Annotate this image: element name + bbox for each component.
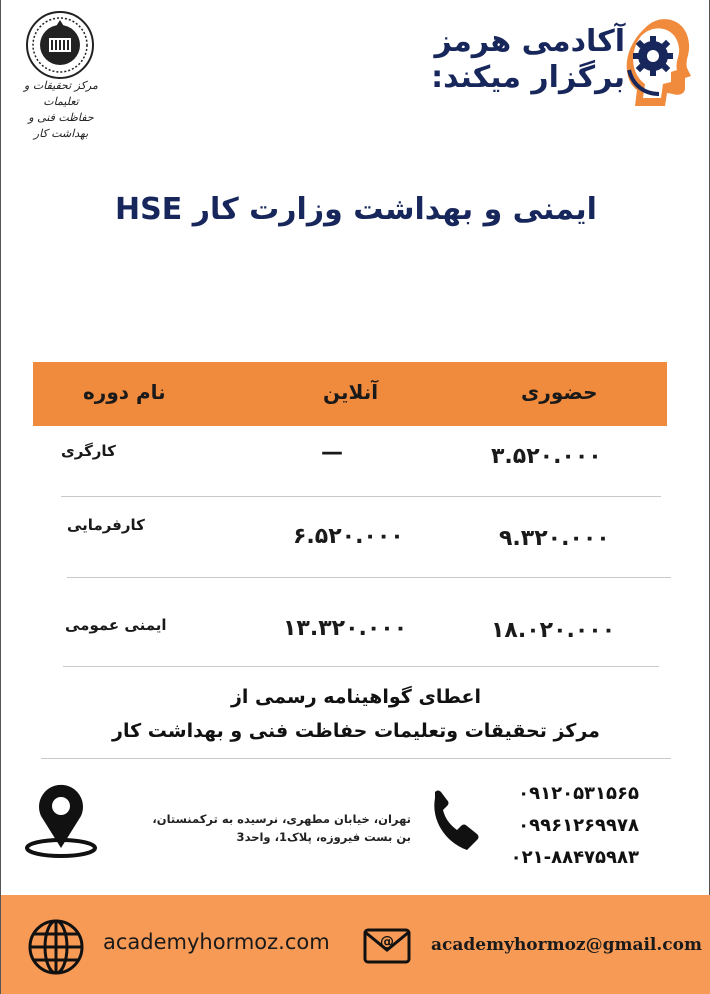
certificate-line1: اعطای گواهینامه رسمی از [230, 686, 481, 708]
envelope-icon [363, 926, 411, 966]
org-caption-line2: حفاظت فنی و بهداشت کار [28, 111, 94, 140]
svg-text:@: @ [380, 934, 394, 950]
phone-icon [427, 790, 483, 854]
phone-number-3[interactable]: ۰۲۱-۸۸۴۷۵۹۸۳ [510, 847, 639, 868]
location-pin-icon [21, 782, 101, 860]
address-line2: بن بست فیروزه، پلاک1، واحد3 [236, 830, 411, 844]
email-link[interactable]: academyhormoz@gmail.com [431, 935, 702, 955]
row3-course: ایمنی عمومی [65, 616, 167, 634]
row1-course: کارگری [61, 442, 116, 460]
row-divider [61, 496, 661, 497]
header-course-name: نام دوره [83, 380, 166, 404]
academy-name: آکادمی هرمز [434, 24, 625, 59]
header-online: آنلاین [323, 380, 379, 404]
course-title: ایمنی و بهداشت وزارت کار HSE [115, 192, 597, 227]
website-link[interactable]: academyhormoz.com [103, 930, 330, 954]
org-caption [11, 78, 111, 142]
certificate-line2: مرکز تحقیقات وتعلیمات حفاظت فنی و بهداشت کار [112, 720, 600, 742]
row-divider [63, 666, 659, 667]
academy-announcement: برگزار میکند: [431, 60, 625, 95]
row1-online: — [321, 440, 343, 465]
certificate-note [1, 680, 710, 748]
row1-in-person: ۳.۵۲۰.۰۰۰ [491, 444, 602, 469]
row2-online: ۶.۵۲۰.۰۰۰ [293, 524, 404, 549]
academy-gear-head-logo [615, 10, 695, 110]
row2-course: کارفرمایی [67, 516, 145, 534]
table-header-row [33, 362, 667, 426]
address-line1: تهران، خیابان مطهری، نرسیده به ترکمنستان، [152, 812, 411, 826]
address [111, 810, 411, 846]
header-in-person: حضوری [521, 380, 598, 404]
phone-numbers [489, 778, 639, 874]
org-seal-emblem [25, 10, 95, 80]
globe-icon [27, 918, 85, 976]
row3-in-person: ۱۸.۰۲۰.۰۰۰ [491, 618, 616, 643]
org-caption-line1: مرکز تحقیقات و تعلیمات [24, 79, 98, 108]
row3-online: ۱۳.۳۲۰.۰۰۰ [283, 616, 408, 641]
phone-number-2[interactable]: ۰۹۹۶۱۲۶۹۹۷۸ [518, 815, 639, 836]
row-divider [67, 577, 671, 578]
section-divider [41, 758, 671, 759]
academy-heading [325, 24, 625, 96]
phone-number-1[interactable]: ۰۹۱۲۰۵۳۱۵۶۵ [518, 783, 639, 804]
row2-in-person: ۹.۳۲۰.۰۰۰ [499, 526, 610, 551]
